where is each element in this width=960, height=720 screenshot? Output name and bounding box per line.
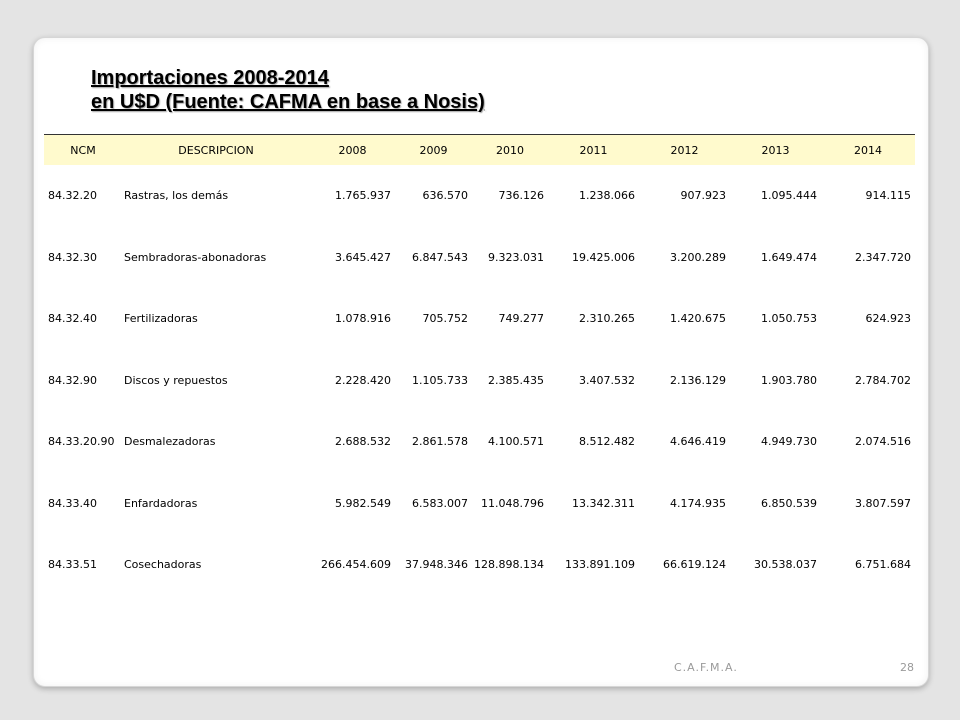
cell-2008: 266.454.609 — [321, 558, 391, 572]
cell-descripcion: Desmalezadoras — [124, 435, 216, 449]
slide-title — [91, 66, 485, 114]
cell-2009: 1.105.733 — [412, 373, 468, 387]
cell-2008: 5.982.549 — [335, 496, 391, 510]
table-row — [44, 473, 915, 535]
cell-2013: 1.903.780 — [761, 373, 817, 387]
imports-table-container — [44, 134, 915, 596]
cell-2009: 37.948.346 — [405, 558, 468, 572]
header-ncm: NCM — [70, 143, 96, 157]
cell-2008: 2.688.532 — [335, 435, 391, 449]
header-2012: 2012 — [670, 143, 699, 157]
cell-2008: 1.765.937 — [335, 189, 391, 203]
cell-2009: 705.752 — [422, 312, 468, 326]
table-row — [44, 350, 915, 412]
cell-descripcion: Rastras, los demás — [124, 189, 229, 203]
cell-2013: 4.949.730 — [761, 435, 817, 449]
cell-2012: 1.420.675 — [670, 312, 726, 326]
cell-ncm: 84.33.20.90 — [48, 435, 115, 449]
cell-2012: 4.174.935 — [670, 496, 726, 510]
cell-2013: 1.095.444 — [761, 189, 817, 203]
cell-ncm: 84.32.90 — [48, 373, 97, 387]
cell-2009: 636.570 — [422, 189, 468, 203]
cell-2013: 6.850.539 — [761, 496, 817, 510]
cell-2010: 128.898.134 — [474, 558, 544, 572]
cell-2010: 11.048.796 — [481, 496, 544, 510]
cell-2014: 2.074.516 — [855, 435, 911, 449]
cell-ncm: 84.32.20 — [48, 189, 97, 203]
cell-descripcion: Cosechadoras — [124, 558, 202, 572]
header-2013: 2013 — [761, 143, 790, 157]
cell-descripcion: Fertilizadoras — [124, 312, 198, 326]
header-descripcion: DESCRIPCION — [178, 143, 254, 157]
cell-2012: 907.923 — [680, 189, 726, 203]
cell-2014: 2.347.720 — [855, 250, 911, 264]
cell-2010: 749.277 — [498, 312, 544, 326]
cell-2014: 624.923 — [865, 312, 911, 326]
header-2009: 2009 — [419, 143, 448, 157]
table-row — [44, 165, 915, 227]
cell-2011: 8.512.482 — [579, 435, 635, 449]
cell-2011: 19.425.006 — [572, 250, 635, 264]
cell-2012: 2.136.129 — [670, 373, 726, 387]
cell-2011: 3.407.532 — [579, 373, 635, 387]
table-row — [44, 534, 915, 596]
cell-2011: 13.342.311 — [572, 496, 635, 510]
cell-2009: 6.847.543 — [412, 250, 468, 264]
cell-2013: 1.649.474 — [761, 250, 817, 264]
cell-descripcion: Discos y repuestos — [124, 373, 228, 387]
cell-2011: 1.238.066 — [579, 189, 635, 203]
cell-2008: 3.645.427 — [335, 250, 391, 264]
table-row — [44, 227, 915, 289]
cell-2009: 2.861.578 — [412, 435, 468, 449]
cell-descripcion: Sembradoras-abonadoras — [124, 250, 267, 264]
cell-2011: 2.310.265 — [579, 312, 635, 326]
cell-2014: 914.115 — [865, 189, 911, 203]
cell-2010: 4.100.571 — [488, 435, 544, 449]
table-row — [44, 411, 915, 473]
cell-2013: 30.538.037 — [754, 558, 817, 572]
title-line-1: Importaciones 2008-2014 — [91, 67, 329, 89]
table-row — [44, 288, 915, 350]
cell-2012: 3.200.289 — [670, 250, 726, 264]
page-number: 28 — [900, 661, 914, 674]
header-2014: 2014 — [854, 143, 882, 157]
table-header-row — [44, 135, 915, 166]
cell-2013: 1.050.753 — [761, 312, 817, 326]
cell-2010: 2.385.435 — [488, 373, 544, 387]
cell-2008: 1.078.916 — [335, 312, 391, 326]
cell-2011: 133.891.109 — [565, 558, 635, 572]
cell-2014: 2.784.702 — [855, 373, 911, 387]
header-2011: 2011 — [579, 143, 608, 157]
footer-organization: C.A.F.M.A. — [674, 661, 738, 674]
slide — [33, 37, 929, 687]
cell-2010: 736.126 — [498, 189, 544, 203]
cell-ncm: 84.32.40 — [48, 312, 97, 326]
cell-2014: 6.751.684 — [855, 558, 911, 572]
title-line-2: en U$D (Fuente: CAFMA en base a Nosis) — [91, 91, 485, 113]
cell-2008: 2.228.420 — [335, 373, 391, 387]
cell-2009: 6.583.007 — [412, 496, 468, 510]
header-2010: 2010 — [496, 143, 524, 157]
cell-2010: 9.323.031 — [488, 250, 544, 264]
cell-2012: 66.619.124 — [663, 558, 726, 572]
imports-table — [44, 134, 915, 596]
header-2008: 2008 — [338, 143, 367, 157]
cell-descripcion: Enfardadoras — [124, 496, 198, 510]
cell-ncm: 84.33.40 — [48, 496, 97, 510]
cell-2014: 3.807.597 — [855, 496, 911, 510]
cell-ncm: 84.32.30 — [48, 250, 97, 264]
cell-2012: 4.646.419 — [670, 435, 726, 449]
cell-ncm: 84.33.51 — [48, 558, 97, 572]
